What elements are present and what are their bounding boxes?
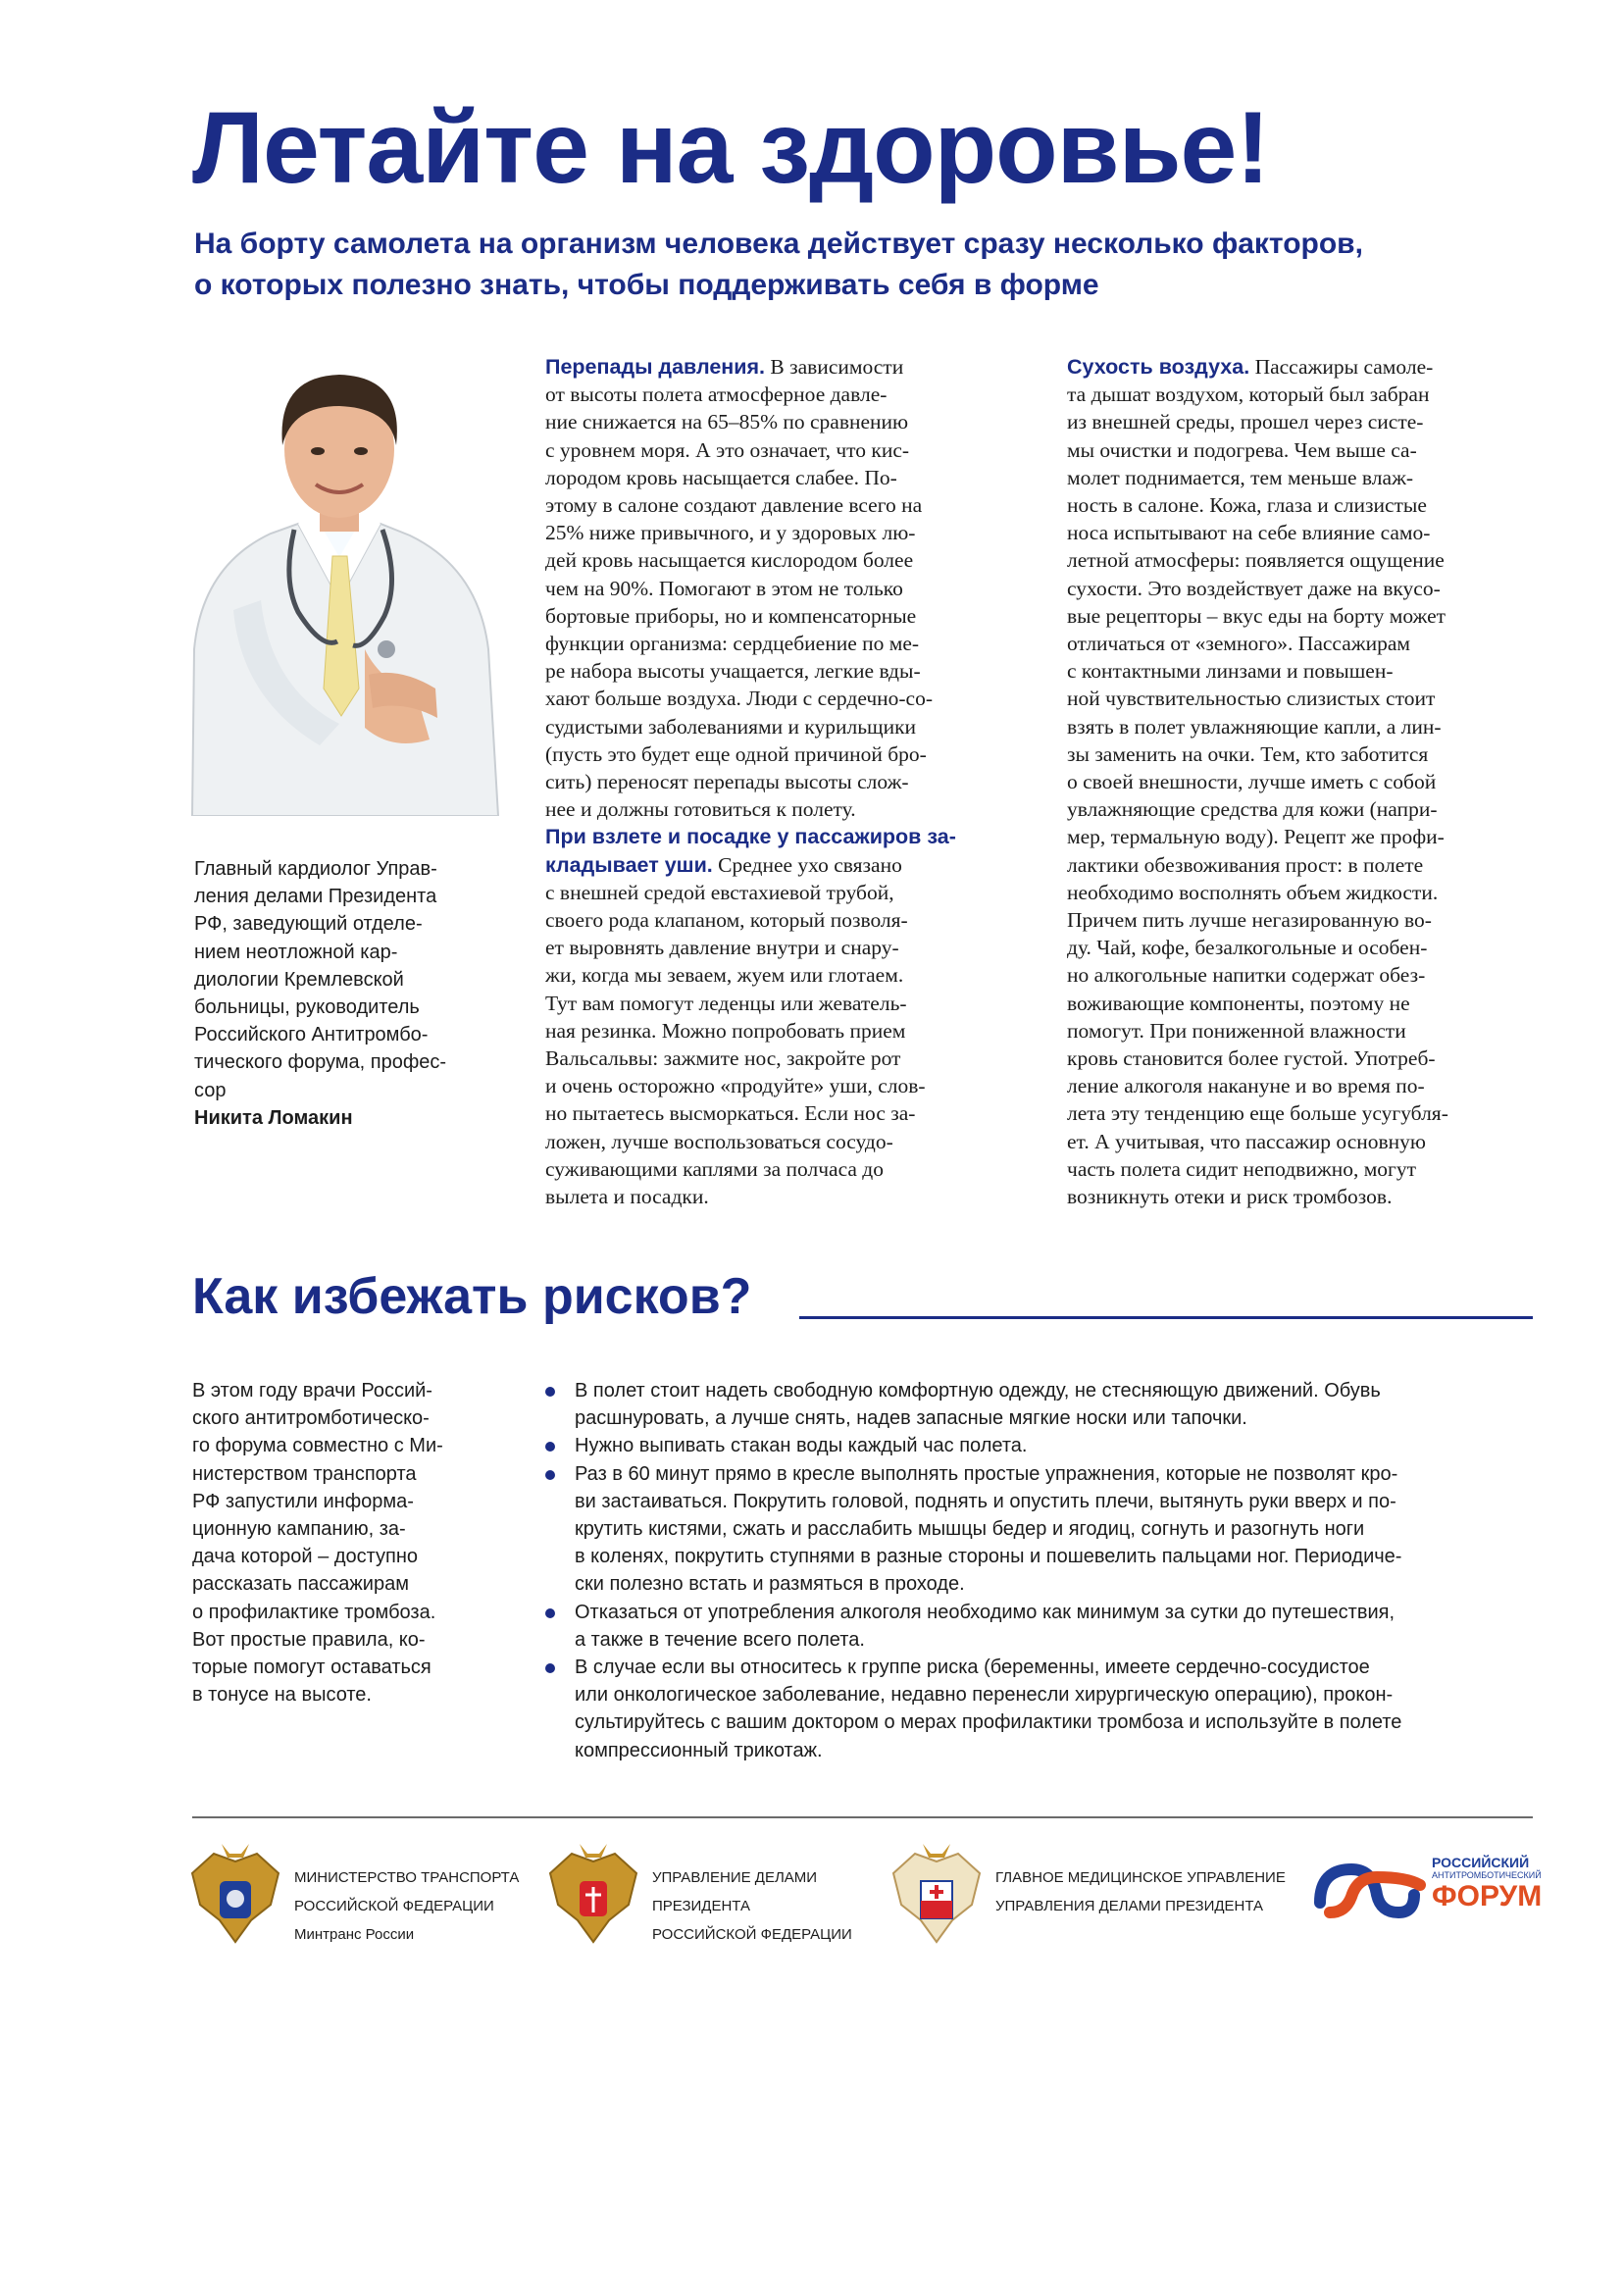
text-line: и очень осторожно «продуйте» уши, слов-	[545, 1074, 926, 1098]
section-lead-pressure: Перепады давления.	[545, 355, 766, 379]
forum-wave-icon	[1312, 1856, 1428, 1924]
logo-mintrans-line2: РОССИЙСКОЙ ФЕДЕРАЦИИ	[294, 1898, 494, 1914]
text-line: носа испытывают на себе влияние само-	[1067, 521, 1431, 545]
text-line: зы заменить на очки. Тем, кто заботится	[1067, 741, 1429, 766]
caption-line: тического форума, профес-	[194, 1051, 447, 1074]
text-line: отличаться от «земного». Пассажирам	[1067, 632, 1411, 656]
text-line: ние снижается на 65–85% по сравнению	[545, 410, 909, 434]
bullet-icon	[545, 1608, 555, 1618]
logo-udp-line1: УПРАВЛЕНИЕ ДЕЛАМИ	[652, 1869, 818, 1886]
text-line: судистыми заболеваниями и курильщики	[545, 714, 917, 739]
text-line: увлажняющие средства для кожи (напри-	[1067, 797, 1438, 822]
intro-line: дача которой – доступно	[192, 1546, 418, 1568]
intro-line: ского антитромботическо-	[192, 1407, 430, 1430]
text-line: ре набора высоты учащается, легкие вды-	[545, 659, 921, 684]
text-line: о своей внешности, лучше иметь с собой	[1067, 770, 1437, 794]
article-subtitle	[194, 224, 1469, 306]
text-line: сухости. Это воздействует даже на вкусо-	[1067, 576, 1441, 600]
text-line: Сухость воздуха. Пассажиры самоле-	[1067, 355, 1434, 379]
text-line: функции организма: сердцебиение по ме-	[545, 632, 920, 656]
text-line: ление алкоголя накануне и во время по-	[1067, 1074, 1425, 1098]
caption-line: Главный кардиолог Управ-	[194, 858, 437, 880]
logo-forum-word3: ФОРУМ	[1432, 1880, 1543, 1912]
caption-line: РФ, заведующий отделе-	[194, 913, 423, 936]
intro-line: ционную кампанию, за-	[192, 1518, 406, 1541]
text-line: часть полета сидит неподвижно, могут	[1067, 1156, 1417, 1181]
intro-line: нистерством транспорта	[192, 1462, 417, 1485]
text-line: Вальсальвы: зажмите нос, закройте рот	[545, 1046, 901, 1071]
doctor-name: Никита Ломакин	[194, 1106, 353, 1129]
article-title: Летайте на здоровье!	[192, 91, 1269, 205]
caption-line: диологии Кремлевской	[194, 968, 404, 991]
text-line: вые рецепторы – вкус еды на борту может	[1067, 603, 1446, 628]
bullet-icon	[545, 1387, 555, 1397]
text-line: чем на 90%. Помогают в этом не только	[545, 576, 903, 600]
text-line: жи, когда мы зеваем, жуем или глотаем.	[545, 963, 904, 988]
text-line: лета эту тенденцию еще больше усугубля-	[1067, 1101, 1448, 1126]
caption-line	[194, 1077, 488, 1132]
text-line: нее и должны готовиться к полету.	[545, 797, 856, 822]
medical-emblem-icon	[888, 1844, 986, 1952]
text-line: мы очистки и подогрева. Чем выше са-	[1067, 437, 1417, 462]
subtitle-line: о которых полезно знать, чтобы поддерживать себя в форме	[194, 269, 1099, 301]
text-line: но пытаетесь высморкаться. Если нос за-	[545, 1101, 916, 1126]
intro-line: В этом году врачи Россий-	[192, 1380, 432, 1402]
list-item: Нужно выпивать стакан воды каждый час полета.	[545, 1432, 1546, 1459]
text-line: взять в полет увлажняющие капли, а лин-	[1067, 714, 1442, 739]
logo-forum-word2: АНТИТРОМБОТИЧЕСКИЙ	[1432, 1870, 1542, 1880]
text-line: этому в салоне создают давление всего на	[545, 493, 923, 518]
forum-logo-block	[1312, 1844, 1543, 1971]
section-lead-dry-air: Сухость воздуха.	[1067, 355, 1250, 379]
list-item: В случае если вы относитесь к группе риска (беременны, имеете сердечно-сосудистое или онкологическое заболевание, недавно перенесли хирургическую операцию), прокон- сультируйтесь с вашим доктором о мерах профилактики тромбоза и используйте в полете компрессионный трикотаж.	[545, 1654, 1546, 1764]
caption-line: нием неотложной кар-	[194, 941, 398, 963]
mintrans-logo-block	[186, 1844, 520, 1971]
logo-gmu-line1: ГЛАВНОЕ МЕДИЦИНСКОЕ УПРАВЛЕНИЕ	[995, 1869, 1286, 1886]
text-line: хают больше воздуха. Люди с сердечно-со-	[545, 687, 934, 711]
list-item: Раз в 60 минут прямо в кресле выполнять простые упражнения, которые не позволят кро- ви застаиваться. Покрутить головой, поднять и опустить плечи, вытянуть руки вверх и по- крутить кистями, сжать и расслабить мышцы бедер и ягодиц, согнуть и разогнуть ноги в коленях, покрутить ступнями в разные стороны и пошевелить пальцами ног. Периодиче- ски полезно встать и размяться в проходе.	[545, 1460, 1546, 1599]
text-line: ной чувствительностью слизистых стоит	[1067, 687, 1436, 711]
intro-line: Вот простые правила, ко-	[192, 1628, 426, 1651]
section-lead-ears: кладывает уши.	[545, 852, 713, 877]
text-line: (пусть это будет еще одной причиной бро-	[545, 741, 927, 766]
intro-line: в тонусе на высоте.	[192, 1684, 372, 1707]
text-line: с контактными линзами и повышен-	[1067, 659, 1394, 684]
text-line: помогут. При пониженной влажности	[1067, 1018, 1406, 1043]
text-line: мер, термальную воду). Рецепт же профи-	[1067, 825, 1445, 849]
text-line: ет. А учитывая, что пассажир основную	[1067, 1129, 1426, 1153]
intro-line: о профилактике тромбоза.	[192, 1601, 436, 1623]
text-line: воживающие компоненты, поэтому не	[1067, 991, 1410, 1015]
caption-line: ления делами Президента	[194, 886, 437, 908]
bullet-icon	[545, 1470, 555, 1480]
list-item: В полет стоит надеть свободную комфортную одежду, не стесняющую движений. Обувь расшнуровать, а лучше снять, надев запасные мягкие носки или тапочки.	[545, 1377, 1546, 1432]
text-line: кладывает уши. Среднее ухо связано	[545, 852, 902, 877]
text-line: ду. Чай, кофе, безалкогольные и особен-	[1067, 936, 1428, 960]
logo-udp-line3: РОССИЙСКОЙ ФЕДЕРАЦИИ	[652, 1926, 852, 1943]
caption-prefix: сор	[194, 1079, 227, 1101]
logo-mintrans-line1: МИНИСТЕРСТВО ТРАНСПОРТА	[294, 1869, 520, 1886]
text-line: ет выровнять давление внутри и снару-	[545, 936, 899, 960]
gmu-logo-block	[888, 1844, 1286, 1971]
subtitle-line: На борту самолета на организм человека действует сразу несколько факторов,	[194, 228, 1363, 260]
article-column-dry-air	[1067, 353, 1557, 1210]
footer-divider	[192, 1816, 1533, 1818]
text-line: та дышат воздухом, который был забран	[1067, 382, 1430, 407]
heading-rule	[799, 1316, 1533, 1319]
coat-of-arms-icon	[186, 1844, 284, 1952]
text-line: летной атмосферы: появляется ощущение	[1067, 548, 1445, 573]
intro-line: рассказать пассажирам	[192, 1573, 409, 1596]
bullet-icon	[545, 1663, 555, 1673]
text-line: ность в салоне. Кожа, глаза и слизистые	[1067, 493, 1427, 518]
text-line: кровь становится более густой. Употреб-	[1067, 1046, 1436, 1071]
text-line: с уровнем моря. А это означает, что кис-	[545, 437, 910, 462]
intro-line: торые помогут оставаться	[192, 1657, 431, 1679]
text-line: Тут вам помогут леденцы или жеватель-	[545, 991, 907, 1015]
logo-mintrans-line3: Минтранс России	[294, 1926, 415, 1943]
text-line: бортовые приборы, но и компенсаторные	[545, 603, 917, 628]
text-line: Перепады давления. В зависимости	[545, 355, 904, 379]
text-line: необходимо восполнять объем жидкости.	[1067, 880, 1439, 904]
text-line: ная резинка. Можно попробовать прием	[545, 1018, 906, 1043]
doctor-caption	[194, 855, 488, 1132]
text-line: лактики обезвоживания прост: в полете	[1067, 852, 1424, 877]
risks-heading: Как избежать рисков?	[192, 1268, 752, 1325]
caption-line: Российского Антитромбо-	[194, 1024, 429, 1046]
udp-logo-block	[544, 1844, 858, 1971]
risks-intro	[192, 1377, 486, 1708]
logo-udp-line2: ПРЕЗИДЕНТА	[652, 1898, 750, 1914]
article-column-pressure	[545, 353, 1036, 1210]
logo-gmu-line2: УПРАВЛЕНИЯ ДЕЛАМИ ПРЕЗИДЕНТА	[995, 1898, 1264, 1914]
intro-line: го форума совместно с Ми-	[192, 1435, 443, 1457]
text-line: из внешней среды, прошел через систе-	[1067, 410, 1424, 434]
text-line: своего рода клапаном, который позволя-	[545, 908, 908, 933]
caption-line: больницы, руководитель	[194, 996, 420, 1019]
text-line: вылета и посадки.	[545, 1185, 709, 1209]
tips-list	[545, 1377, 1546, 1764]
text-line: сить) переносят перепады высоты слож-	[545, 770, 909, 794]
text-line: молет поднимается, тем меньше влаж-	[1067, 465, 1414, 489]
text-line: 25% ниже привычного, и у здоровых лю-	[545, 521, 916, 545]
section-lead-ears: При взлете и посадке у пассажиров за-	[545, 825, 956, 849]
text-line: Причем пить лучше негазированную во-	[1067, 908, 1432, 933]
text-line: суживающими каплями за полчаса до	[545, 1156, 884, 1181]
text-line: с внешней средой евстахиевой трубой,	[545, 880, 894, 904]
intro-line: РФ запустили информа-	[192, 1490, 414, 1512]
logo-forum-word1: РОССИЙСКИЙ	[1432, 1855, 1530, 1870]
text-line: лородом кровь насыщается слабее. По-	[545, 465, 897, 489]
text-line: возникнуть отеки и риск тромбозов.	[1067, 1185, 1393, 1209]
doctor-photo	[173, 355, 506, 816]
text-line: но алкогольные напитки содержат обез-	[1067, 963, 1426, 988]
text-line: от высоты полета атмосферное давле-	[545, 382, 888, 407]
bullet-icon	[545, 1442, 555, 1452]
coat-of-arms-icon	[544, 1844, 642, 1952]
text-line: ложен, лучше воспользоваться сосудо-	[545, 1129, 893, 1153]
text-line: дей кровь насыщается кислородом более	[545, 548, 914, 573]
list-item: Отказаться от употребления алкоголя необходимо как минимум за сутки до путешествия, а также в течение всего полета.	[545, 1599, 1546, 1654]
